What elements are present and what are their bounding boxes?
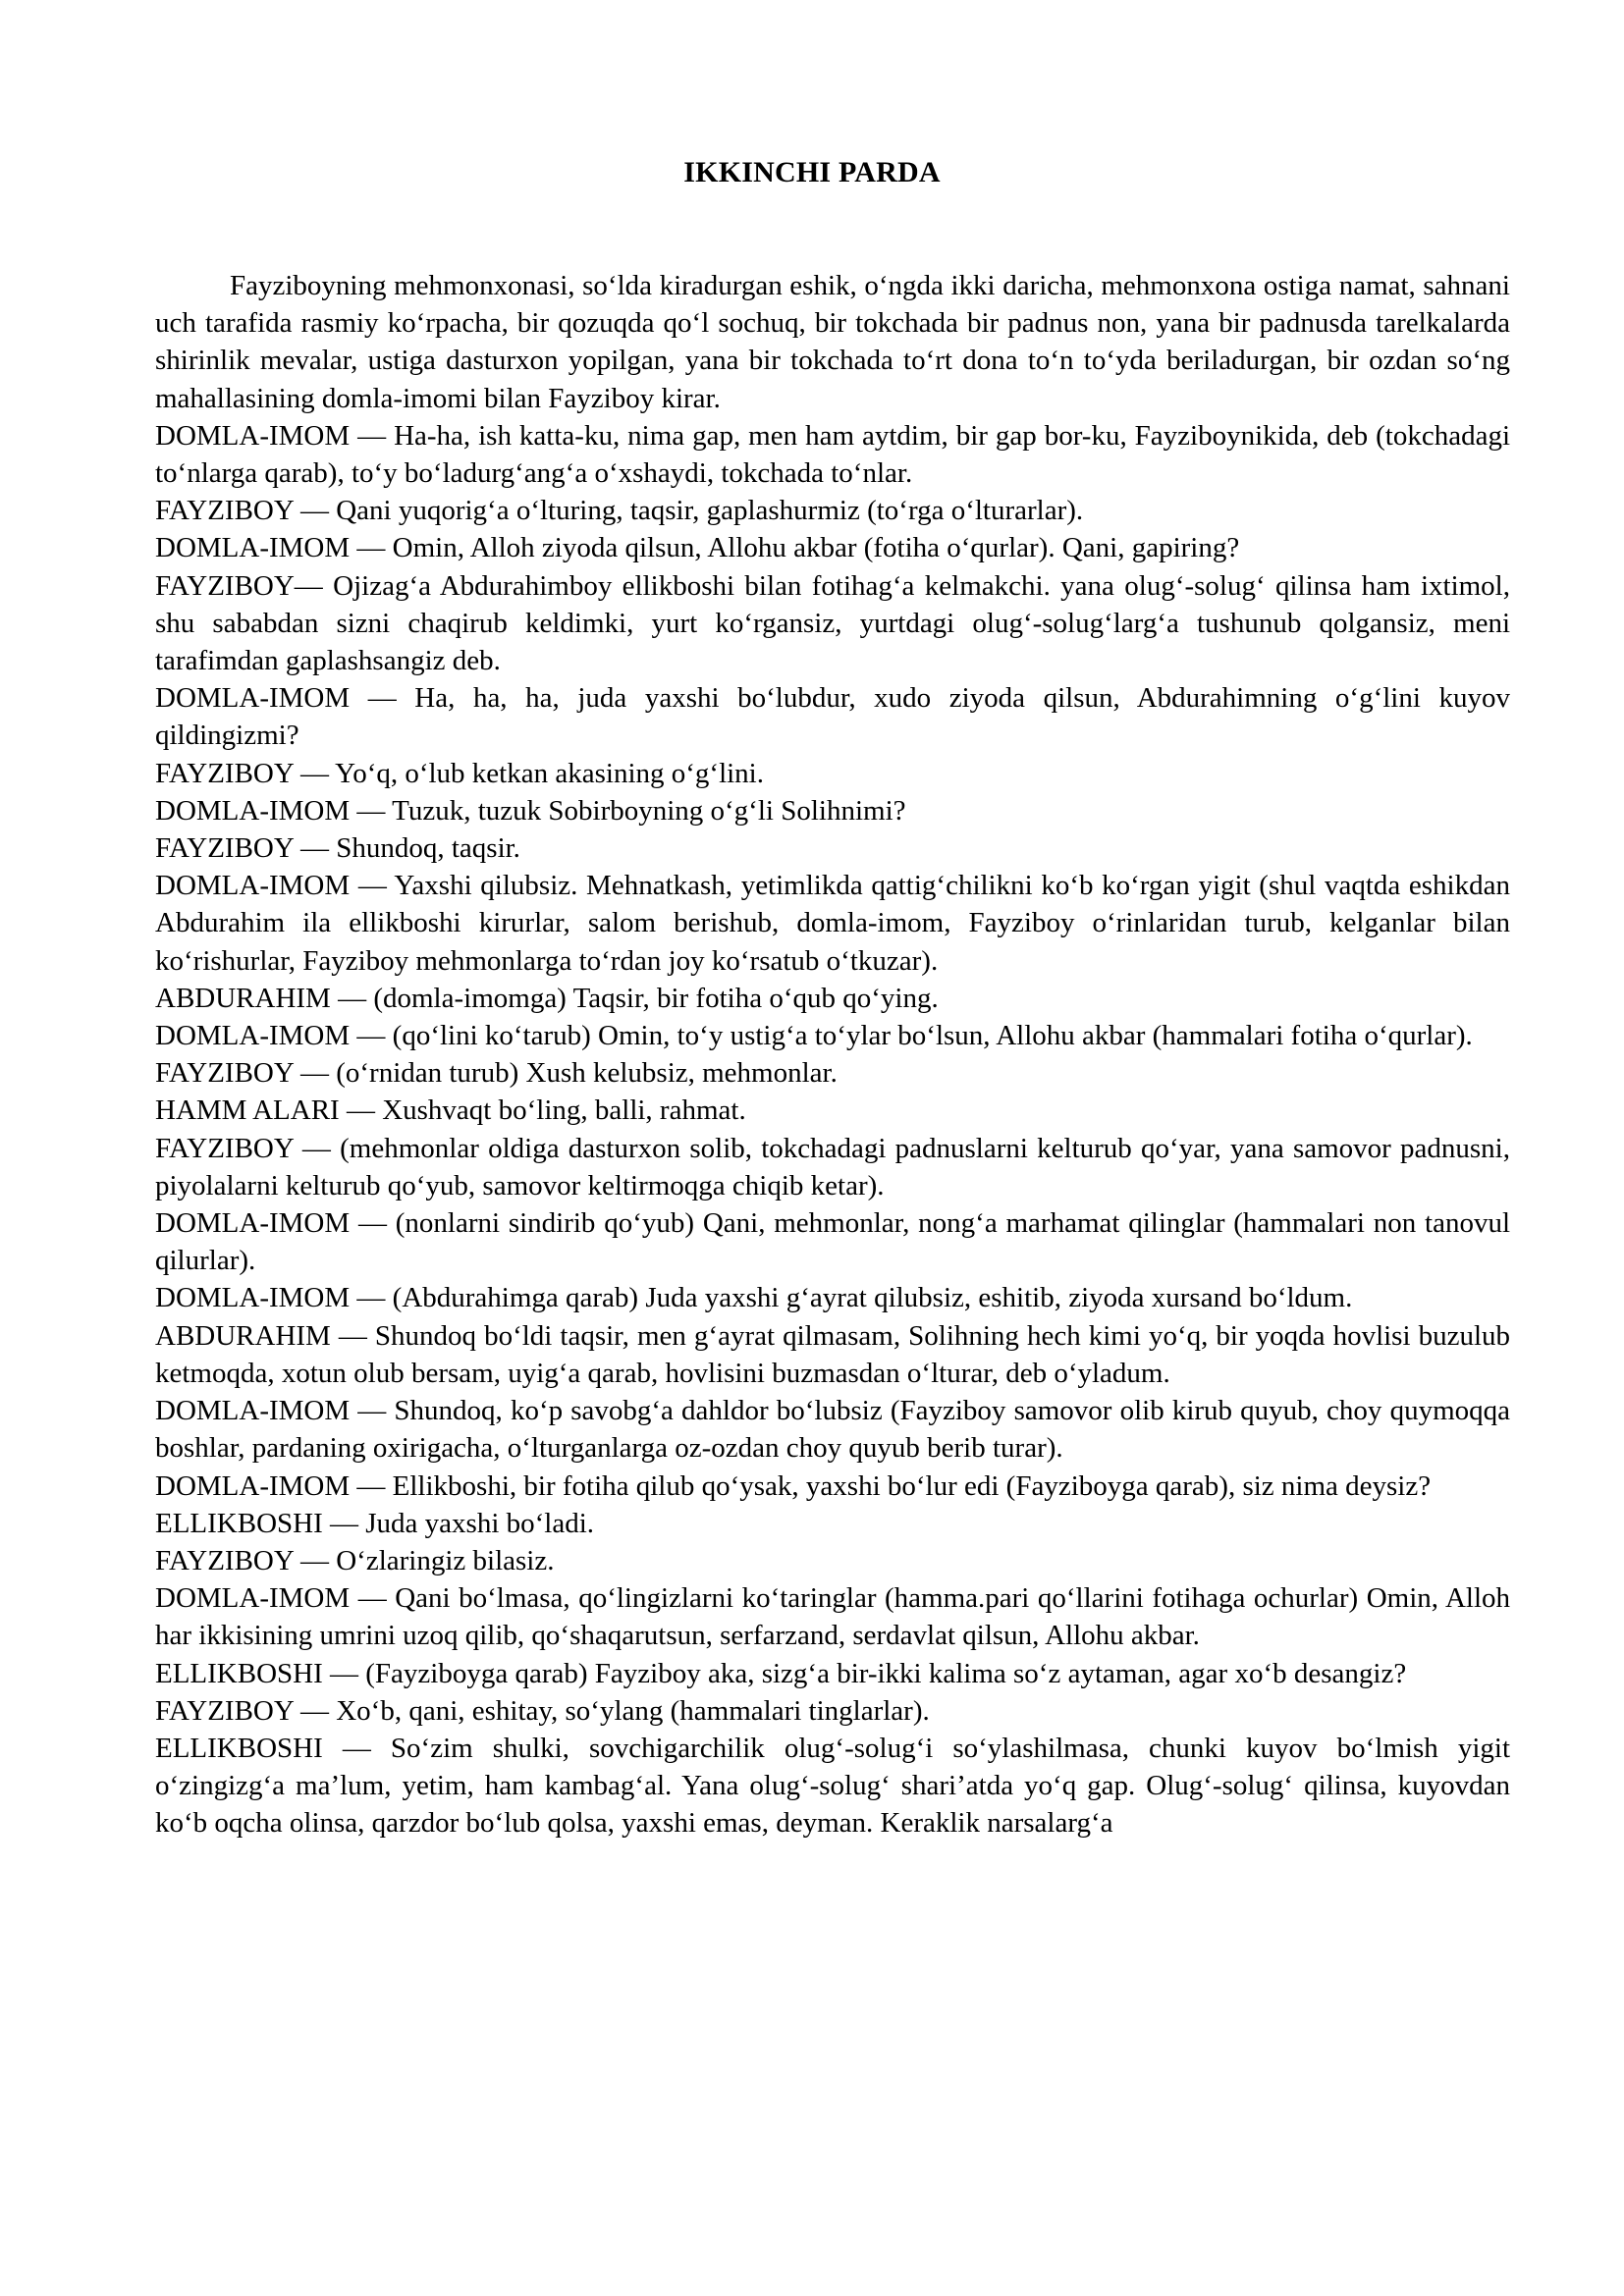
- dialogue-line: ELLIKBOSHI — So‘zim shulki, sovchigarchilik olug‘-solug‘i so‘ylashilmasa, chunki kuyov bo‘lmish yigit o‘zingizg‘a ma’lum, yetim, ham kambag‘al. Yana olug‘-solug‘ shari’atda yo‘q gap. Olug‘-solug‘ qilinsa, kuyovdan ko‘b oqcha olinsa, qarzdor bo‘lub qolsa, yaxshi emas, deyman. Keraklik narsalarg‘a: [155, 1732, 1510, 1840]
- document-body: [155, 267, 1510, 1842]
- dialogue-line: FAYZIBOY— Ojizag‘a Abdurahimboy ellikboshi bilan fotihag‘a kelmakchi. yana olug‘-solug‘ qilinsa ham ixtimol, shu sababdan sizni chaqirub keldimki, yurt ko‘rgansiz, yurtdagi olug‘-solug‘larg‘a tushunub qolgansiz, meni tarafimdan gaplashsangiz deb.: [155, 569, 1510, 677]
- dialogue-line: DOMLA-IMOM — Ha-ha, ish katta-ku, nima gap, men ham aytdim, bir gap bor-ku, Fayziboynikida, deb (tokchadagi to‘nlarga qarab), to‘y bo‘ladurg‘ang‘a o‘xshaydi, tokchada to‘nlar.: [155, 419, 1510, 490]
- dialogue-line: ABDURAHIM — (domla-imomga) Taqsir, bir fotiha o‘qub qo‘ying.: [155, 982, 939, 1014]
- dialogue-line: ELLIKBOSHI — (Fayziboyga qarab) Fayziboy aka, sizg‘a bir-ikki kalima so‘z aytaman, agar xo‘b desangiz?: [155, 1657, 1407, 1689]
- dialogue-line: DOMLA-IMOM — (nonlarni sindirib qo‘yub) Qani, mehmonlar, nong‘a marhamat qilinglar (hammalari non tanovul qilurlar).: [155, 1207, 1510, 1277]
- dialogue-line: DOMLA-IMOM — (qo‘lini ko‘tarub) Omin, to‘y ustig‘a to‘ylar bo‘lsun, Allohu akbar (hammalari fotiha o‘qurlar).: [155, 1020, 1473, 1052]
- dialogue-line: DOMLA-IMOM — Tuzuk, tuzuk Sobirboyning o‘g‘li Solihnimi?: [155, 794, 906, 827]
- dialogue-line: FAYZIBOY — (mehmonlar oldiga dasturxon solib, tokchadagi padnuslarni kelturub qo‘yar, yana samovor padnusni, piyolalarni kelturub qo‘yub, samovor keltirmoqga chiqib ketar).: [155, 1132, 1510, 1201]
- dialogue-line: FAYZIBOY — Yo‘q, o‘lub ketkan akasining o‘g‘lini.: [155, 757, 764, 789]
- dialogue-line: HAMM ALARI — Xushvaqt bo‘ling, balli, rahmat.: [155, 1095, 746, 1127]
- dialogue-line: DOMLA-IMOM — Qani bo‘lmasa, qo‘lingizlarni ko‘taringlar (hamma.pari qo‘llarini fotihaga ochurlar) Omin, Alloh har ikkisining umrini uzoq qilib, qo‘shaqarutsun, serfarzand, serdavlat qilsun, Allohu akbar.: [155, 1582, 1510, 1652]
- dialogue-line: DOMLA-IMOM — Shundoq, ko‘p savobg‘a dahldor bo‘lubsiz (Fayziboy samovor olib kirub quyub, choy quymoqqa boshlar, pardaning oxirigacha, o‘lturganlarga oz-ozdan choy quyub berib turar).: [155, 1395, 1510, 1465]
- dialogue-line: DOMLA-IMOM — Ellikboshi, bir fotiha qilub qo‘ysak, yaxshi bo‘lur edi (Fayziboyga qarab), siz nima deysiz?: [155, 1469, 1432, 1502]
- dialogue-line: DOMLA-IMOM — Ha, ha, ha, juda yaxshi bo‘lubdur, xudo ziyoda qilsun, Abdurahimning o‘g‘lini kuyov qildingizmi?: [155, 682, 1510, 752]
- dialogue-list: [155, 417, 1510, 1842]
- dialogue-line: ABDURAHIM — Shundoq bo‘ldi taqsir, men g‘ayrat qilmasam, Solihning hech kimi yo‘q, bir yoqda hovlisi buzulub ketmoqda, xotun olub bersam, uyig‘a qarab, hovlisini buzmasdan o‘lturar, deb o‘yladum.: [155, 1319, 1510, 1389]
- stage-direction-paragraph: Fayziboyning mehmonxonasi, so‘lda kiradurgan eshik, o‘ngda ikki daricha, mehmonxona ostiga namat, sahnani uch tarafida rasmiy ko‘rpacha, bir qozuqda qo‘l sochuq, bir tokchada bir padnus non, yana bir padnusda tarelkalarda shirinlik mevalar, ustiga dasturxon yopilgan, yana bir tokchada to‘rt dona to‘n to‘yda beriladurgan, bir ozdan so‘ng mahallasining domla-imomi bilan Fayziboy kirar.: [155, 270, 1510, 414]
- dialogue-line: FAYZIBOY — Qani yuqorig‘a o‘lturing, taqsir, gaplashurmiz (to‘rga o‘lturarlar).: [155, 495, 1084, 527]
- dialogue-line: DOMLA-IMOM — Yaxshi qilubsiz. Mehnatkash, yetimlikda qattig‘chilikni ko‘b ko‘rgan yigit (shul vaqtda eshikdan Abdurahim ila ellikboshi kirurlar, salom berishub, domla-imom, Fayziboy o‘rinlaridan turub, kelganlar bilan ko‘rishurlar, Fayziboy mehmonlarga to‘rdan joy ko‘rsatub o‘tkuzar).: [155, 870, 1510, 977]
- dialogue-line: DOMLA-IMOM — Omin, Alloh ziyoda qilsun, Allohu akbar (fotiha o‘qurlar). Qani, gapiring?: [155, 532, 1240, 564]
- dialogue-line: FAYZIBOY — (o‘rnidan turub) Xush kelubsiz, mehmonlar.: [155, 1057, 838, 1090]
- dialogue-line: ELLIKBOSHI — Juda yaxshi bo‘ladi.: [155, 1507, 595, 1539]
- dialogue-line: FAYZIBOY — O‘zlaringiz bilasiz.: [155, 1544, 555, 1576]
- dialogue-line: FAYZIBOY — Xo‘b, qani, eshitay, so‘ylang (hammalari tinglarlar).: [155, 1694, 930, 1727]
- page-title: IKKINCHI PARDA: [683, 156, 941, 188]
- dialogue-line: DOMLA-IMOM — (Abdurahimga qarab) Juda yaxshi g‘ayrat qilubsiz, eshitib, ziyoda xursand bo‘ldum.: [155, 1282, 1353, 1314]
- dialogue-line: FAYZIBOY — Shundoq, taqsir.: [155, 832, 520, 865]
